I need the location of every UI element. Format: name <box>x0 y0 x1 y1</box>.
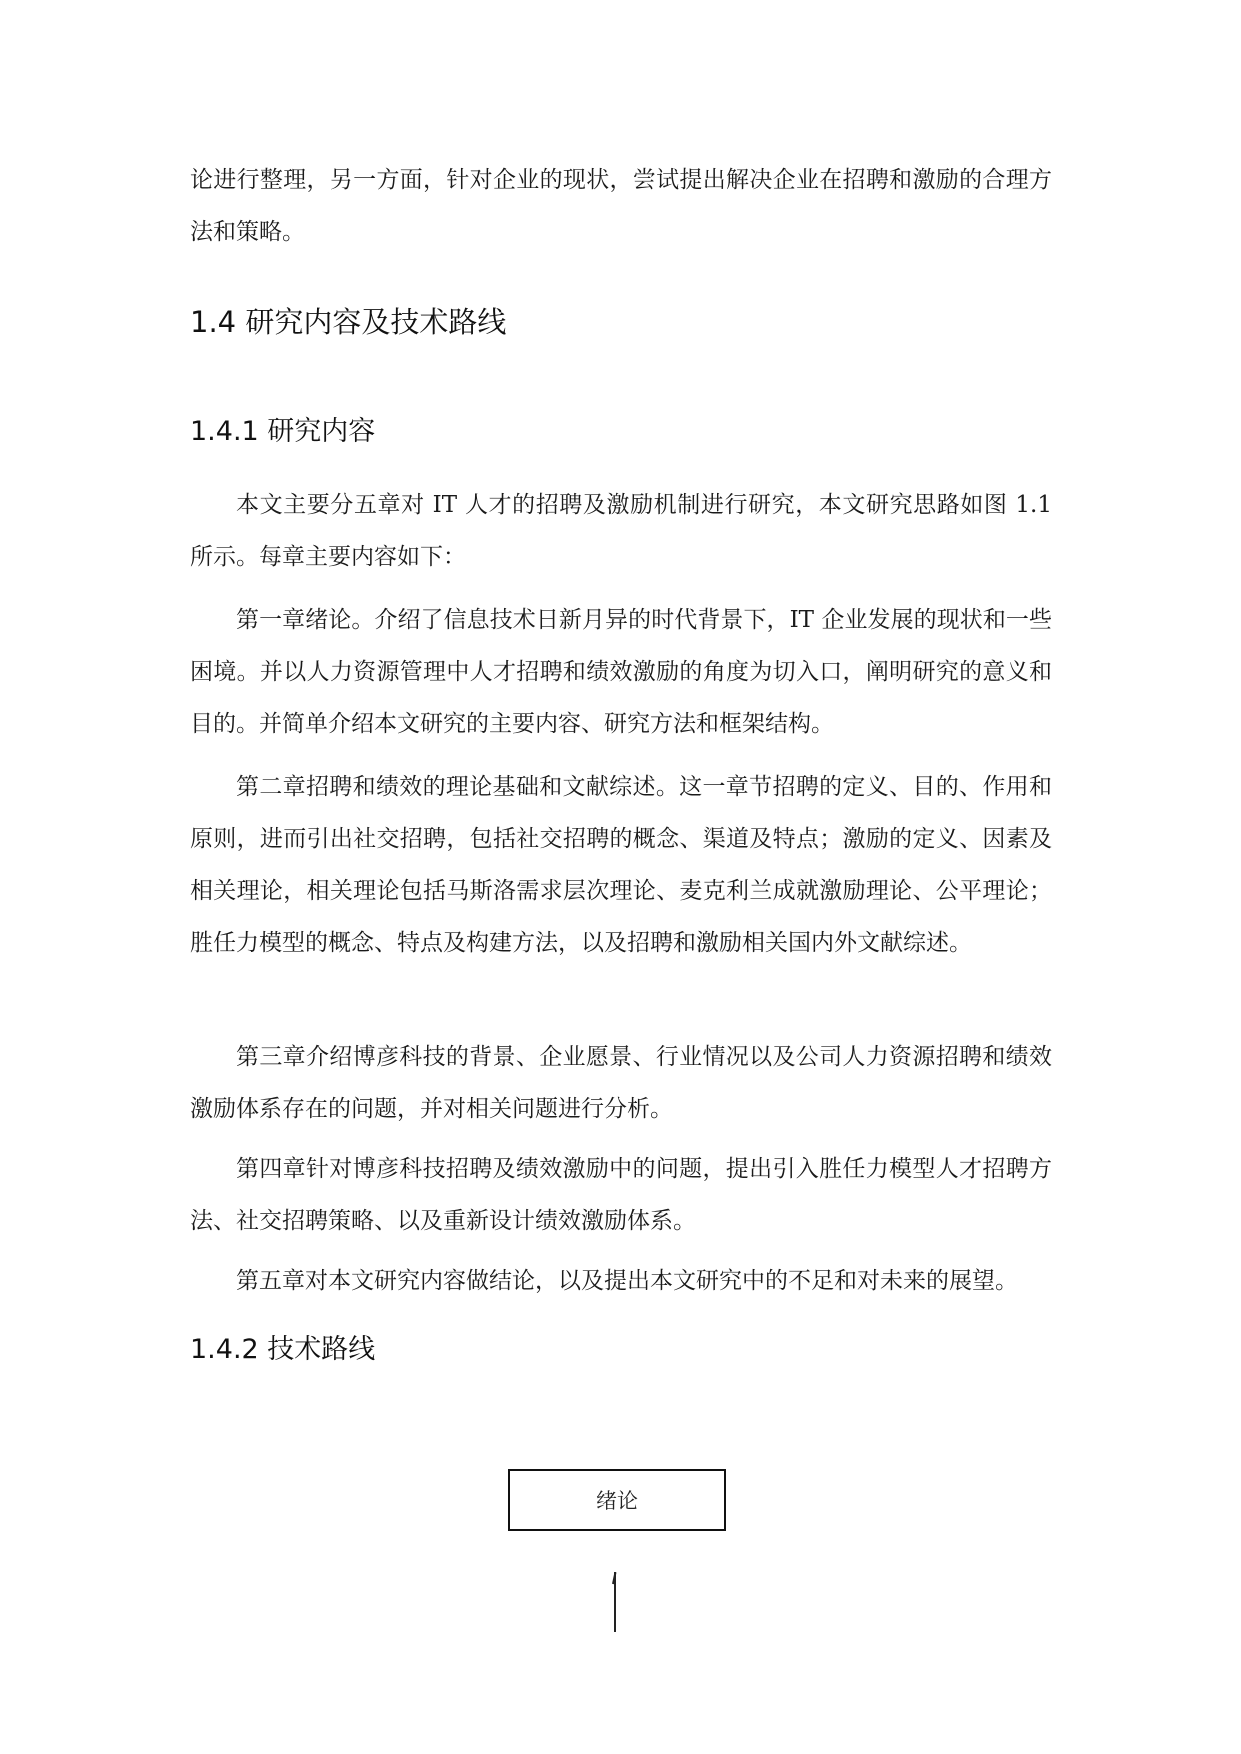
paragraph-chapter-1: 第一章绪论。介绍了信息技术日新月异的时代背景下，IT 企业发展的现状和一些困境。并以人力资源管理中人才招聘和绩效激励的角度为切入口，阐明研究的意义和目的。并简单介绍本文研究的主要内容、研究方法和框架结构。 <box>190 607 1052 737</box>
flowchart-box-label: 绪论 <box>596 1489 638 1513</box>
flowchart-connector-line <box>614 1572 616 1632</box>
flowchart-box-introduction <box>508 1469 726 1531</box>
subsection-heading-technical-route: 1.4.2 技术路线 <box>190 1334 376 1365</box>
paragraph-overview: 本文主要分五章对 IT 人才的招聘及激励机制进行研究，本文研究思路如图 1.1 所示。每章主要内容如下： <box>190 492 1052 570</box>
paragraph-chapter-2: 第二章招聘和绩效的理论基础和文献综述。这一章节招聘的定义、目的、作用和原则，进而引出社交招聘，包括社交招聘的概念、渠道及特点；激励的定义、因素及相关理论，相关理论包括马斯洛需求层次理论、麦克利兰成就激励理论、公平理论；胜任力模型的概念、特点及构建方法，以及招聘和激励相关国内外文献综述。 <box>190 774 1052 956</box>
paragraph-chapter-4: 第四章针对博彦科技招聘及绩效激励中的问题，提出引入胜任力模型人才招聘方法、社交招聘策略、以及重新设计绩效激励体系。 <box>190 1156 1052 1234</box>
paragraph-chapter-3: 第三章介绍博彦科技的背景、企业愿景、行业情况以及公司人力资源招聘和绩效激励体系存在的问题，并对相关问题进行分析。 <box>190 1044 1052 1122</box>
subsection-heading-research-content: 1.4.1 研究内容 <box>190 416 376 447</box>
intro-continuation-paragraph: 论进行整理，另一方面，针对企业的现状，尝试提出解决企业在招聘和激励的合理方法和策略。 <box>190 167 1052 245</box>
paragraph-chapter-5: 第五章对本文研究内容做结论，以及提出本文研究中的不足和对未来的展望。 <box>236 1268 1018 1294</box>
section-heading: 1.4 研究内容及技术路线 <box>190 305 507 339</box>
